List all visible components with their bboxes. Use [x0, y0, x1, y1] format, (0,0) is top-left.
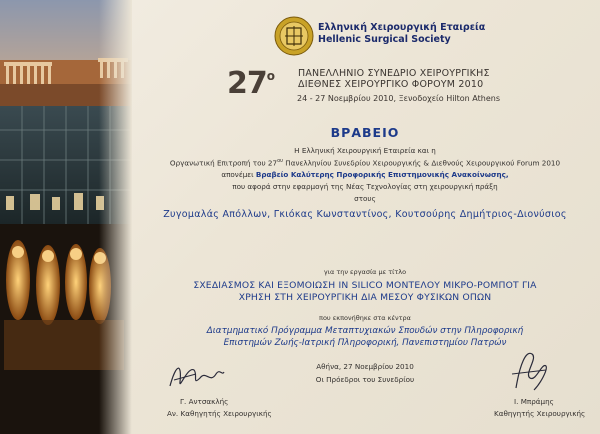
left-signature [166, 356, 226, 394]
society-name-greek: Ελληνική Χειρουργική Εταιρεία [318, 22, 486, 33]
right-signatory-role: Καθηγητής Χειρουργικής [494, 409, 586, 418]
congress-title-line2: ΔΙΕΘΝΕΣ ΧΕΙΡΟΥΡΓΙΚΟ ΦΟΡΟΥΜ 2010 [298, 79, 484, 90]
congress-ordinal [227, 66, 274, 101]
award-recipients: Ζυγομαλάς Απόλλων, Γκιόκας Κωνσταντίνος, Κουτσούρης Δημήτριος-Διονύσιος [163, 209, 567, 220]
society-name-english: Hellenic Surgical Society [318, 34, 451, 45]
award-text-line4: που αφορά στην εφαρμογή της Νέας Τεχνολογίας στη χειρουργική πράξη [232, 182, 498, 191]
work-title-intro: για την εργασία με τίτλο [323, 268, 407, 276]
society-seal-icon [274, 16, 314, 56]
award-line2-pre: Οργανωτική Επιτροπή του 27 [169, 158, 278, 168]
congress-ordinal-number: 27 [227, 66, 267, 101]
award-category: Βραβείο Καλύτερης Προφορικής Επιστημονικής Ανακοίνωσης, [255, 170, 509, 179]
award-line2-post: Πανελληνίου Συνεδρίου Χειρουργικής & Διεθνούς Χειρουργικού Forum 2010 [283, 158, 561, 168]
congress-title-line1: ΠΑΝΕΛΛΗΝΙΟ ΣΥΝΕΔΡΙΟ ΧΕΙΡΟΥΡΓΙΚΗΣ [298, 68, 490, 79]
right-signatory-name: Ι. Μπράμης [514, 397, 554, 406]
left-signatory-role: Αν. Καθηγητής Χειρουργικής [167, 409, 272, 418]
place-and-date: Αθήνα, 27 Νοεμβρίου 2010 [316, 362, 414, 371]
left-signatory-name: Γ. Αντσακλής [180, 397, 229, 406]
work-title-line2: ΧΡΗΣΗ ΣΤΗ ΧΕΙΡΟΥΡΓΙΚΗ ΔΙΑ ΜΕΣΟΥ ΦΥΣΙΚΩΝ ΟΠΩΝ [238, 292, 492, 303]
award-title: ΒΡΑΒΕΙΟ [330, 125, 400, 140]
award-text-line3 [135, 170, 595, 179]
program-line1: Διατμηματικό Πρόγραμμα Μεταπτυχιακών Σπουδών στην Πληροφορική [206, 326, 524, 336]
congress-dates-venue: 24 - 27 Νοεμβρίου 2010, Ξενοδοχείο Hilton Athens [297, 94, 500, 103]
work-title-line1: ΣΧΕΔΙΑΣΜΟΣ ΚΑΙ ΕΞΟΜΟΙΩΣΗ IN SILICO ΜΟΝΤΕΛΟΥ ΜΙΚΡΟ-ΡΟΜΠΟΤ ΓΙΑ [193, 280, 537, 291]
congress-presidents: Οι Πρόεδροι του Συνεδρίου [315, 375, 415, 384]
right-signature [506, 344, 552, 396]
prepared-at-intro: που εκπονήθηκε στα κέντρα [319, 314, 411, 322]
award-text-line2 [135, 158, 595, 167]
award-line3-pre: απονέμει [221, 170, 256, 179]
program-line2: Επιστημών Ζωής-Ιατρική Πληροφορική, Πανεπιστημίου Πατρών [223, 338, 507, 348]
congress-ordinal-suffix: o [266, 69, 274, 83]
acropolis-museum-photo [0, 0, 132, 434]
award-text-line1: Η Ελληνική Χειρουργική Εταιρεία και η [294, 146, 436, 155]
award-text-line5: στους [354, 194, 376, 203]
award-line2-sup: ου [277, 158, 284, 164]
